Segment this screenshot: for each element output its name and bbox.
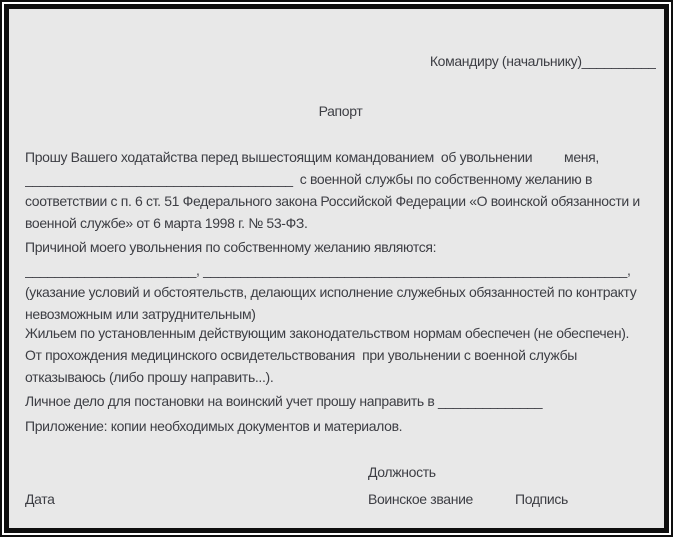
housing-paragraph: Жильем по установленным действующим законодательством нормам обеспечен (не обеспечен). — [25, 325, 630, 341]
request-paragraph-line-2: ____________________________________ с военной службы по собственному желанию в — [25, 171, 593, 187]
document-inner-border — [4, 4, 669, 533]
reason-blank-fields: _______________________, _________________________________________________________, — [25, 262, 631, 278]
signature-block-row-2 — [25, 488, 656, 510]
addressee-line: Командиру (начальнику)__________ — [429, 53, 656, 69]
reason-paragraph: Причиной моего увольнения по собственному желанию являются: — [25, 239, 437, 255]
medical-paragraph-line-1: От прохождения медицинского освидетельствования при увольнении с военной службы — [25, 347, 577, 363]
note-line-1: (указание условий и обстоятельств, делающих исполнение служебных обязанностей по контракту — [25, 284, 637, 300]
position-label: Должность — [368, 464, 436, 480]
personal-file-paragraph: Личное дело для постановки на воинский учет прошу направить в ______________ — [25, 393, 543, 409]
attachment-paragraph: Приложение: копии необходимых документов и материалов. — [25, 418, 403, 434]
request-paragraph-line-1: Прошу Вашего ходатайства перед вышестоящим командованием об увольнении меня, — [25, 149, 599, 165]
rank-label: Воинское звание — [368, 491, 473, 507]
date-label: Дата — [25, 491, 55, 507]
signature-label: Подпись — [515, 491, 568, 507]
note-line-2: невозможным или затруднительным) — [25, 306, 256, 322]
report-document — [9, 50, 664, 533]
signature-block-row-1 — [25, 461, 656, 483]
medical-paragraph-line-2: отказываюсь (либо прошу направить...). — [25, 369, 274, 385]
request-paragraph-line-3: соответствии с п. 6 ст. 51 Федерального закона Российской Федерации «О воинской обязанности и — [25, 193, 640, 209]
document-title: Рапорт — [318, 103, 363, 119]
request-paragraph-line-4: военной службе» от 6 марта 1998 г. № 53-ФЗ. — [25, 215, 308, 231]
